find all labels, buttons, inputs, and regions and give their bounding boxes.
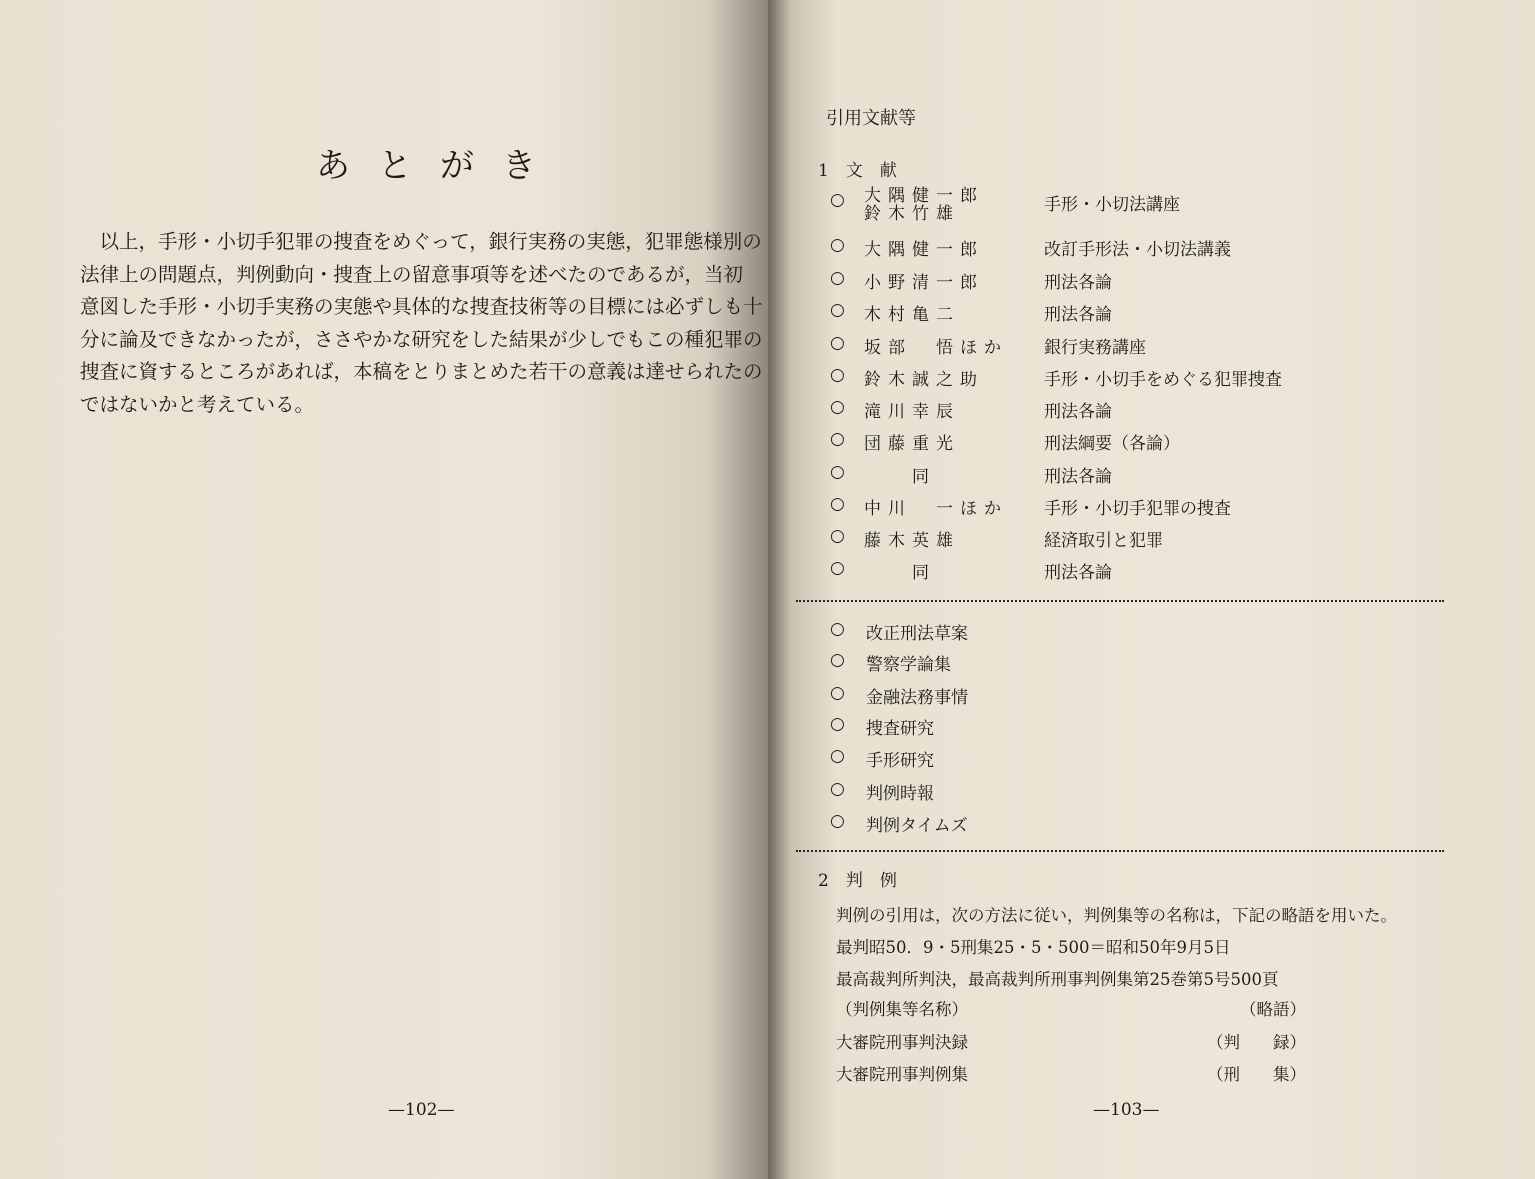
case-citation-expanded: 最高裁判所判決，最高裁判所刑事判例集第25巻第5号500頁 (836, 970, 1279, 989)
circle-mark: ○ (830, 397, 845, 417)
journal-name: 捜査研究 (866, 719, 934, 739)
author: 鈴木誠之助 (864, 370, 984, 390)
book-title: 手形・小切法講座 (1044, 195, 1180, 215)
journal-name: 判例タイムズ (866, 816, 968, 836)
page-number: —102— (388, 1100, 455, 1120)
circle-mark: ○ (830, 333, 845, 353)
circle-mark: ○ (830, 235, 845, 255)
author: 藤木英雄 (864, 531, 960, 551)
page-title: あとがき (316, 146, 564, 186)
circle-mark: ○ (830, 619, 845, 639)
circle-mark: ○ (830, 558, 845, 578)
abbr-label: 大審院刑事判決録 (836, 1033, 968, 1052)
bleed-through-text (90, 86, 574, 134)
paragraph-line: 分に論及できなかったが，ささやかな研究をした結果が少しでもこの種犯罪の (80, 327, 763, 351)
abbr-label: 大審院刑事判例集 (836, 1065, 968, 1084)
author: 木村亀二 (864, 305, 960, 325)
journal-name: 警察学論集 (866, 655, 951, 675)
book-title: 改訂手形法・小切法講義 (1044, 240, 1231, 260)
circle-mark: ○ (830, 429, 845, 449)
journal-name: 判例時報 (866, 784, 934, 804)
author: 小野清一郎 (864, 273, 984, 293)
paragraph-line: 法律上の問題点，判例動向・捜査上の留意事項等を述べたのであるが，当初 (80, 262, 744, 286)
circle-mark: ○ (830, 683, 845, 703)
author: 坂部 悟ほか (864, 338, 1008, 358)
book-title: 刑法各論 (1044, 402, 1112, 422)
page-number: —103— (1093, 1100, 1160, 1120)
book-title: 銀行実務講座 (1044, 338, 1146, 358)
author: 中川 一ほか (864, 499, 1008, 519)
abbr-label: （判例集等名称） (836, 1000, 968, 1019)
dotted-divider (796, 850, 1444, 852)
afterword-paragraph (80, 226, 763, 421)
book-title: 刑法各論 (1044, 305, 1112, 325)
author: 鈴木竹雄 (864, 204, 960, 224)
literature-heading: 1 文 献 (818, 161, 897, 181)
circle-mark: ○ (830, 746, 845, 766)
author: 大隅健一郎 (864, 240, 984, 260)
paragraph-line: ではないかと考えている。 (80, 392, 315, 416)
circle-mark: ○ (830, 365, 845, 385)
right-page (768, 0, 1535, 1179)
dotted-divider (796, 600, 1444, 602)
journal-name: 手形研究 (866, 751, 934, 771)
author: 同 (864, 467, 936, 487)
author: 同 (864, 563, 936, 583)
circle-mark: ○ (830, 779, 845, 799)
book-title: 刑法綱要（各論） (1044, 434, 1180, 454)
section-title: 引用文献等 (826, 108, 916, 129)
circle-mark: ○ (830, 494, 845, 514)
abbr-value: （判 録） (1207, 1033, 1306, 1052)
author: 団藤重光 (864, 434, 960, 454)
book-title: 手形・小切手犯罪の捜査 (1044, 499, 1231, 519)
paragraph-line: 意図した手形・小切手実務の実態や具体的な捜査技術等の目標には必ずしも十 (80, 295, 763, 318)
book-title: 手形・小切手をめぐる犯罪捜査 (1044, 370, 1282, 390)
book-title: 刑法各論 (1044, 273, 1112, 293)
abbr-value: （略語） (1240, 1000, 1306, 1019)
paragraph-line: 以上，手形・小切手犯罪の捜査をめぐって，銀行実務の実態，犯罪態様別の (80, 230, 762, 253)
circle-mark: ○ (830, 462, 845, 482)
book-title: 刑法各論 (1044, 467, 1112, 487)
circle-mark: ○ (830, 714, 845, 734)
circle-mark: ○ (830, 300, 845, 320)
circle-mark: ○ (830, 650, 845, 670)
case-citation-note: 判例の引用は，次の方法に従い，判例集等の名称は，下記の略語を用いた。 (836, 906, 1397, 925)
book-title: 刑法各論 (1044, 563, 1112, 583)
circle-mark: ○ (830, 190, 845, 210)
circle-mark: ○ (830, 811, 845, 831)
cases-heading: 2 判 例 (818, 871, 897, 891)
circle-mark: ○ (830, 268, 845, 288)
case-citation-example: 最判昭50．9・5刑集25・5・500＝昭和50年9月5日 (836, 938, 1231, 957)
abbr-value: （刑 集） (1207, 1065, 1306, 1084)
author: 大隅健一郎 (864, 186, 984, 206)
book-title: 経済取引と犯罪 (1044, 531, 1163, 551)
author: 滝川幸辰 (864, 402, 960, 422)
paragraph-line: 捜査に資するところがあれば，本稿をとりまとめた若干の意義は達せられたの (80, 360, 763, 383)
journal-name: 改正刑法草案 (866, 624, 968, 644)
journal-name: 金融法務事情 (866, 688, 968, 708)
circle-mark: ○ (830, 526, 845, 546)
